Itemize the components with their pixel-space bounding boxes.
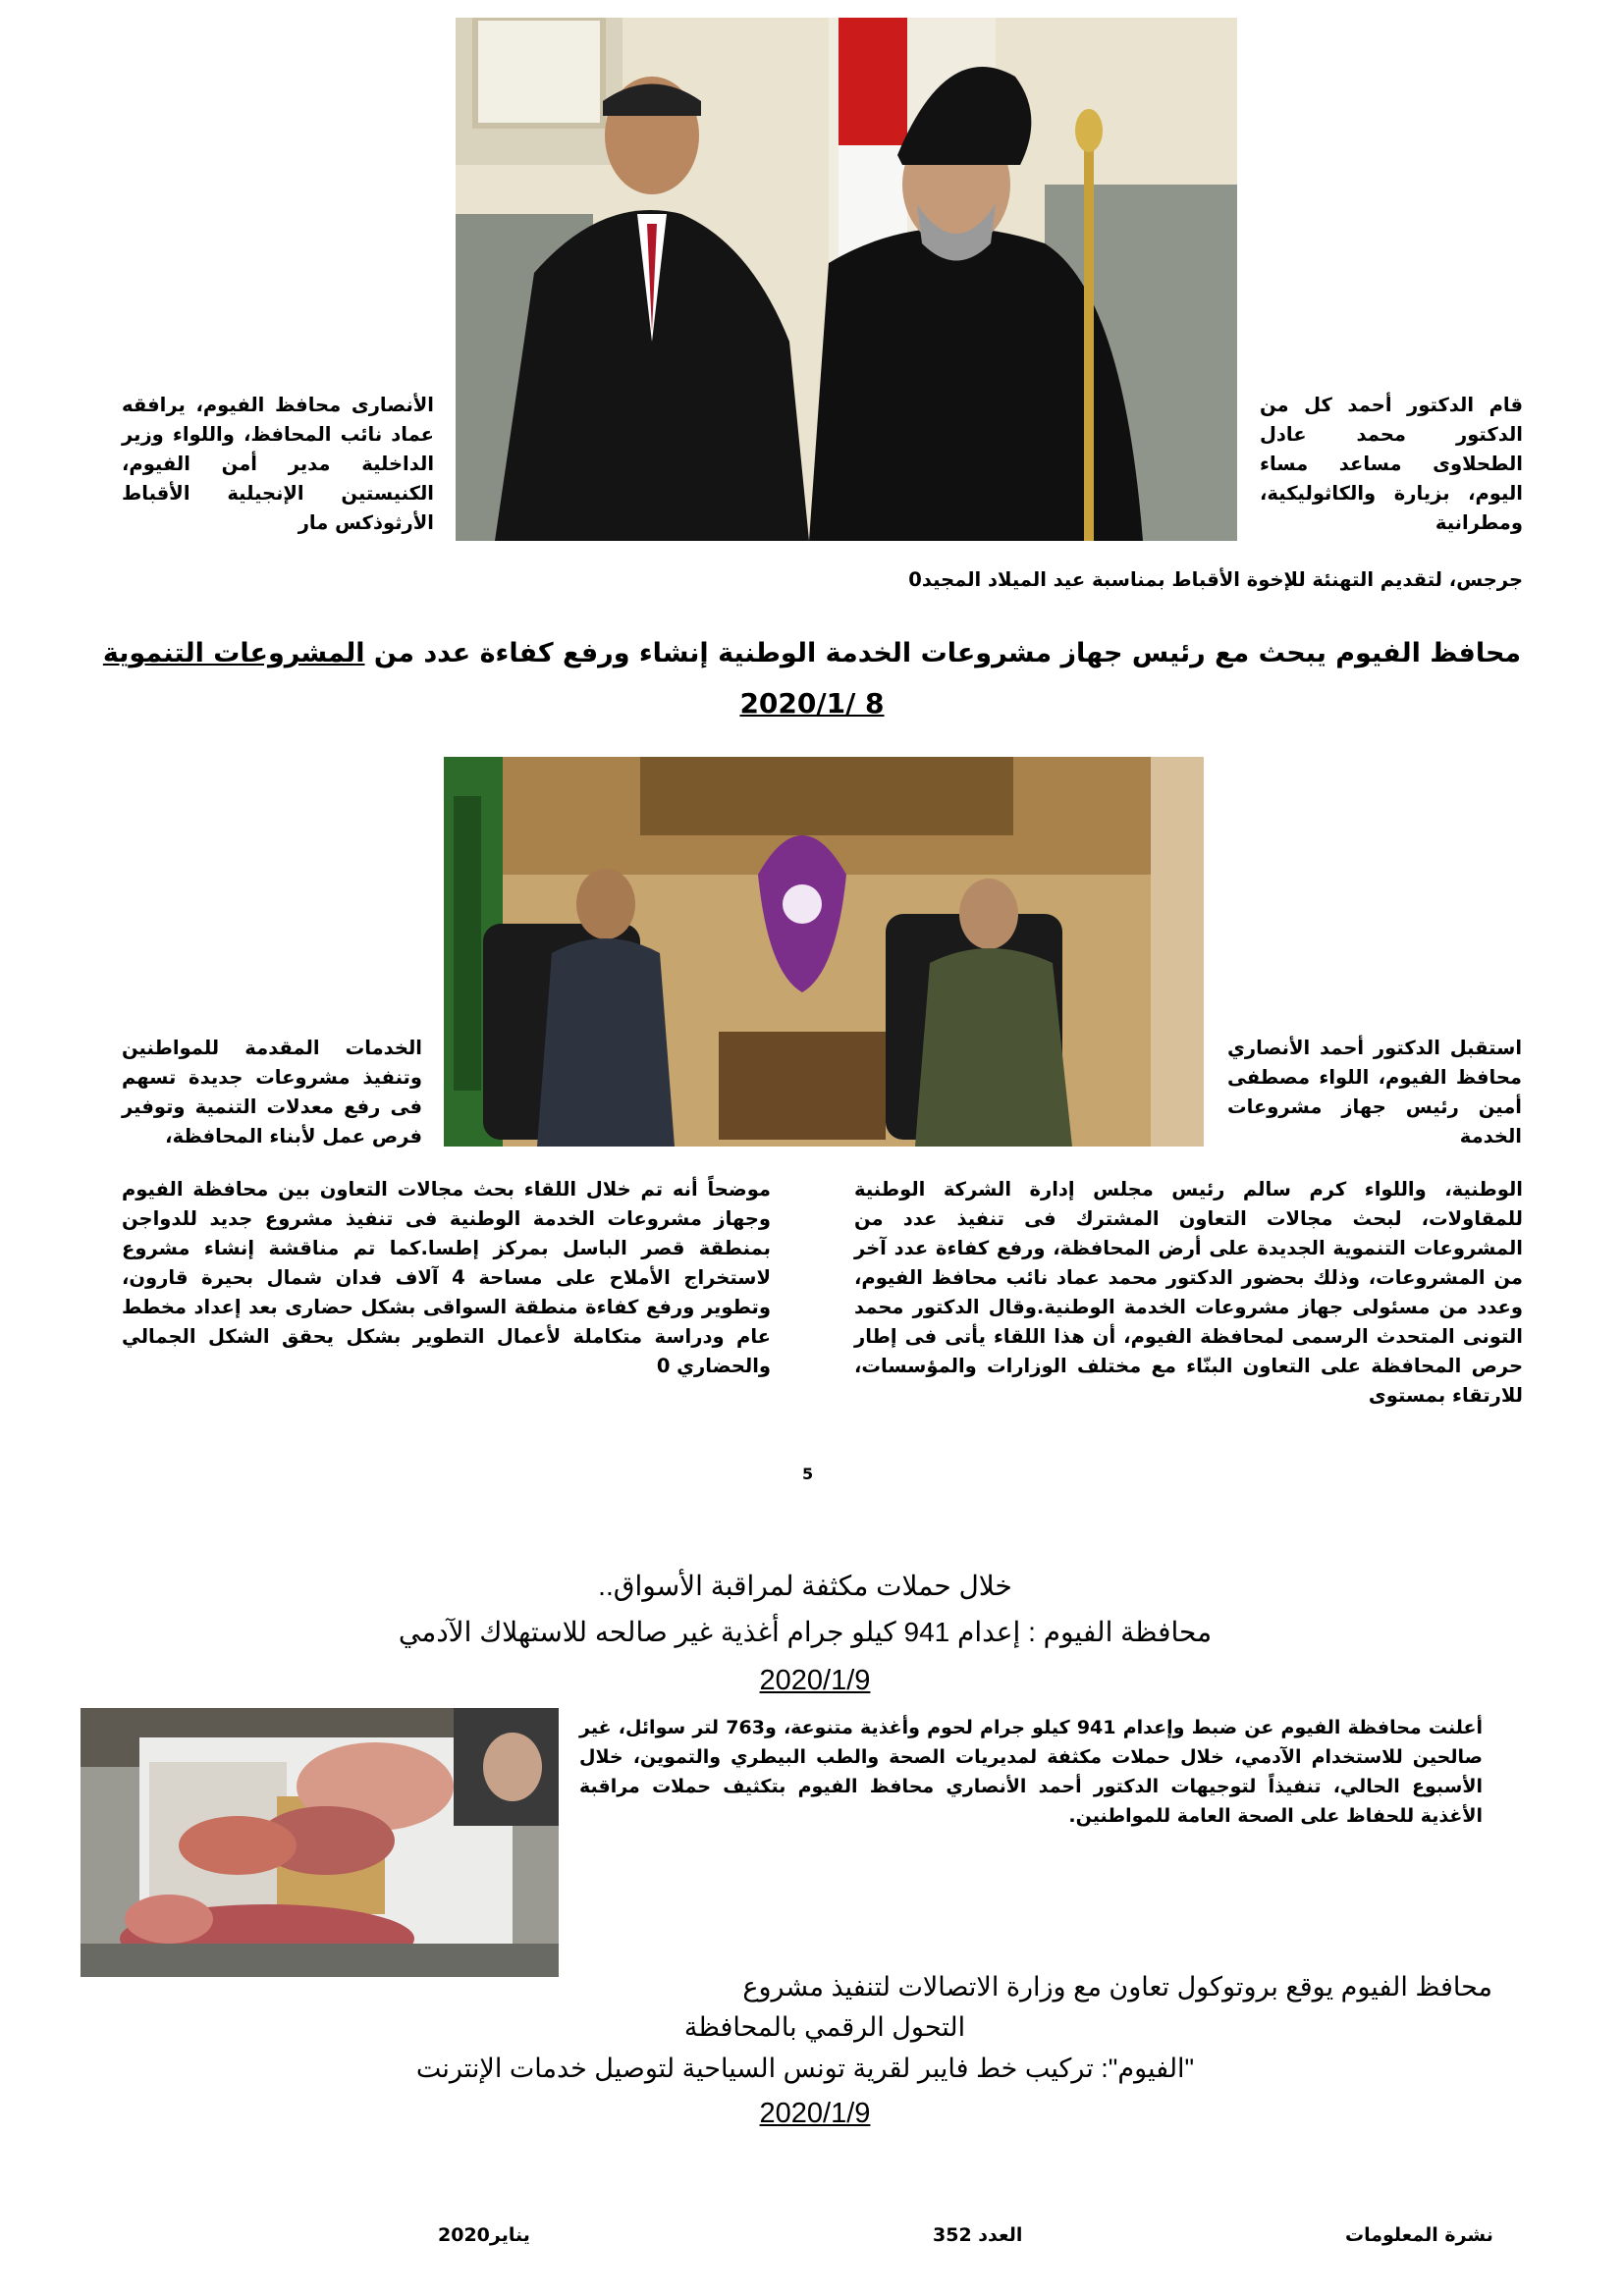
footer-issue: العدد 352 <box>933 2224 1023 2246</box>
story2-headline <box>0 638 1624 668</box>
story4-headline-line2: التحول الرقمي بالمحافظة <box>683 2012 966 2042</box>
story4-headline-line3: "الفيوم": تركيب خط فايبر لقرية تونس السياحية لتوصيل خدمات الإنترنت <box>415 2054 1195 2083</box>
photo-seized-food <box>81 1708 559 1977</box>
story2-headline-text: محافظ الفيوم يبحث مع رئيس جهاز مشروعات الخدمة الوطنية إنشاء ورفع كفاءة عدد من <box>364 638 1522 668</box>
story2-right-column-top: استقبل الدكتور أحمد الأنصاري محافظ الفيوم، اللواء مصطفى أمين رئيس جهاز مشروعات الخدمة <box>1227 1037 1522 1148</box>
footer-publication: نشرة المعلومات <box>1345 2224 1493 2246</box>
story1-tail: جرجس، لتقديم التهنئة للإخوة الأقباط بمناسبة عيد الميلاد المجيد0 <box>908 568 1523 591</box>
story1-left-column: الأنصارى محافظ الفيوم، يرافقه عماد نائب المحافظ، واللواء وزير الداخلية مدير أمن الفيوم، الكنيستين الإنجيلية الأقباط الأرثوذكس مار <box>122 394 434 534</box>
story4-headline-line1: محافظ الفيوم يوقع بروتوكول تعاون مع وزارة الاتصالات لتنفيذ مشروع <box>742 1972 1492 2002</box>
story3-headline: محافظة الفيوم : إعدام 941 كيلو جرام أغذية غير صالحه للاستهلاك الآدمي <box>398 1617 1213 1647</box>
story4-date: 2020/1/9 <box>759 2098 871 2129</box>
story3-body: أعلنت محافظة الفيوم عن ضبط وإعدام 941 كيلو جرام لحوم وأغذية متنوعة، و763 لتر سوائل، غير صالحين للاستخدام الآدمي، خلال حملات مكثفة لمديريات الصحة والطب البيطري والتموين، خلال الأسبوع الحالي، تنفيذاً لتوجيهات الدكتور أحمد الأنصاري محافظ الفيوم بتكثيف حملات مراقبة الأغذية للحفاظ على الصحة العامة للمواطنين. <box>579 1717 1483 1827</box>
story2-headline-underlined: المشروعات التنموية <box>102 638 365 668</box>
story3-kicker: خلال حملات مكثفة لمراقبة الأسواق.. <box>598 1571 1012 1601</box>
story2-left-column-bottom: موضحاً أنه تم خلال اللقاء بحث مجالات التعاون بين محافظة الفيوم وجهاز مشروعات الخدمة الوطنية فى تنفيذ مشروع جديد للدواجن بمنطقة قصر الباسل بمركز إطسا.كما تم مناقشة إنشاء مشروع لاستخراج الأملاح على مساحة 4 آلاف فدان شمال بحيرة قارون، وتطوير ورفع كفاءة منطقة السواقى بشكل حضارى بعد إعداد مخطط عام ودراسة متكاملة لأعمال التطوير بشكل يحقق الشكل الجمالي والحضاري 0 <box>122 1178 771 1377</box>
story3-date: 2020/1/9 <box>759 1665 871 1696</box>
story2-date: 2020/1/ 8 <box>739 687 885 720</box>
story1-right-column: قام الدكتور أحمد كل من الدكتور محمد عادل الطحلاوى مساعد مساء اليوم، بزيارة والكاثوليكية، ومطرانية <box>1260 394 1523 534</box>
footer-date: يناير2020 <box>438 2224 530 2246</box>
photo-governor-meeting <box>444 757 1204 1147</box>
page-number: 5 <box>802 1465 814 1483</box>
photo-governor-with-bishop <box>456 18 1237 541</box>
story2-right-column-bottom: الوطنية، واللواء كرم سالم رئيس مجلس إدارة الشركة الوطنية للمقاولات، لبحث مجالات التعاون المشترك فى تنفيذ عدد من المشروعات التنموية الجديدة على أرض المحافظة، ورفع كفاءة عدد آخر من المشروعات، وذلك بحضور الدكتور محمد عماد نائب محافظ الفيوم، وعدد من مسئولى جهاز مشروعات الخدمة الوطنية.وقال الدكتور محمد التونى المتحدث الرسمى لمحافظة الفيوم، أن هذا اللقاء يأتى فى إطار حرص المحافظة على التعاون البنّاء مع مختلف الوزارات والمؤسسات، للارتقاء بمستوى <box>854 1178 1523 1407</box>
story2-left-column-top: الخدمات المقدمة للمواطنين وتنفيذ مشروعات جديدة تسهم فى رفع معدلات التنمية وتوفير فرص عمل لأبناء المحافظة، <box>122 1037 422 1148</box>
